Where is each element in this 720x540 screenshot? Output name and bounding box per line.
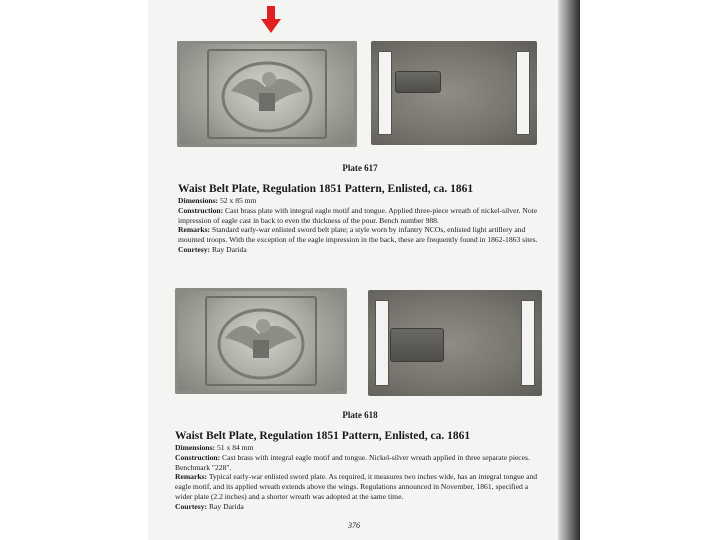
plate-caption: Plate 618 <box>342 410 378 420</box>
belt-slot-right <box>521 300 535 386</box>
plate-618-front-photo <box>175 288 347 394</box>
plate-617-back-photo <box>371 41 537 145</box>
plate-title: Waist Belt Plate, Regulation 1851 Pattern, Enlisted, ca. 1861 <box>178 183 474 195</box>
book-spine <box>558 0 580 540</box>
eagle-icon <box>209 51 325 137</box>
red-down-arrow-icon <box>261 6 281 34</box>
eagle-motif <box>207 49 327 139</box>
plate-description: Dimensions: 51 x 84 mm Construction: Cast brass with integral eagle motif and tongue. Nickel-silver wreath applied in three separate pieces. Benchmark "228". Remarks: Typical early-war enlisted sword plate. As required, it measures two inches wide, has an integral tongue and eagle motif, and its applied wreath extends above the wings. Regulations announced in November, 1861, specified a wider plate (2.2 inches) and a shorter wreath was adopted at the same time. Courtesy: Ray Darida <box>175 443 538 511</box>
plate-title: Waist Belt Plate, Regulation 1851 Pattern, Enlisted, ca. 1861 <box>175 430 471 442</box>
belt-slot-right <box>516 51 530 135</box>
eagle-icon <box>207 298 315 384</box>
tongue <box>390 328 444 362</box>
plate-description: Dimensions: 52 x 85 mm Construction: Cast brass plate with integral eagle motif and tongue. Applied three-piece wreath of nickel-silver. Note impression of eagle cast in back to even the thickness of the pour. Bench number 988. Remarks: Standard early-war enlisted sword belt plate; a style worn by infantry NCOs, enlisted light artillery and mounted troops. With the exception of the eagle impression in the back, these are frequently found in 1862-1863 sites. Courtesy: Ray Darida <box>178 196 538 254</box>
belt-slot-left <box>375 300 389 386</box>
tongue <box>395 71 441 93</box>
plate-617-front-photo <box>177 41 357 147</box>
plate-caption: Plate 617 <box>342 163 378 173</box>
plate-618-back-photo <box>368 290 542 396</box>
page-number: 376 <box>348 521 360 530</box>
belt-slot-left <box>378 51 392 135</box>
eagle-motif <box>205 296 317 386</box>
